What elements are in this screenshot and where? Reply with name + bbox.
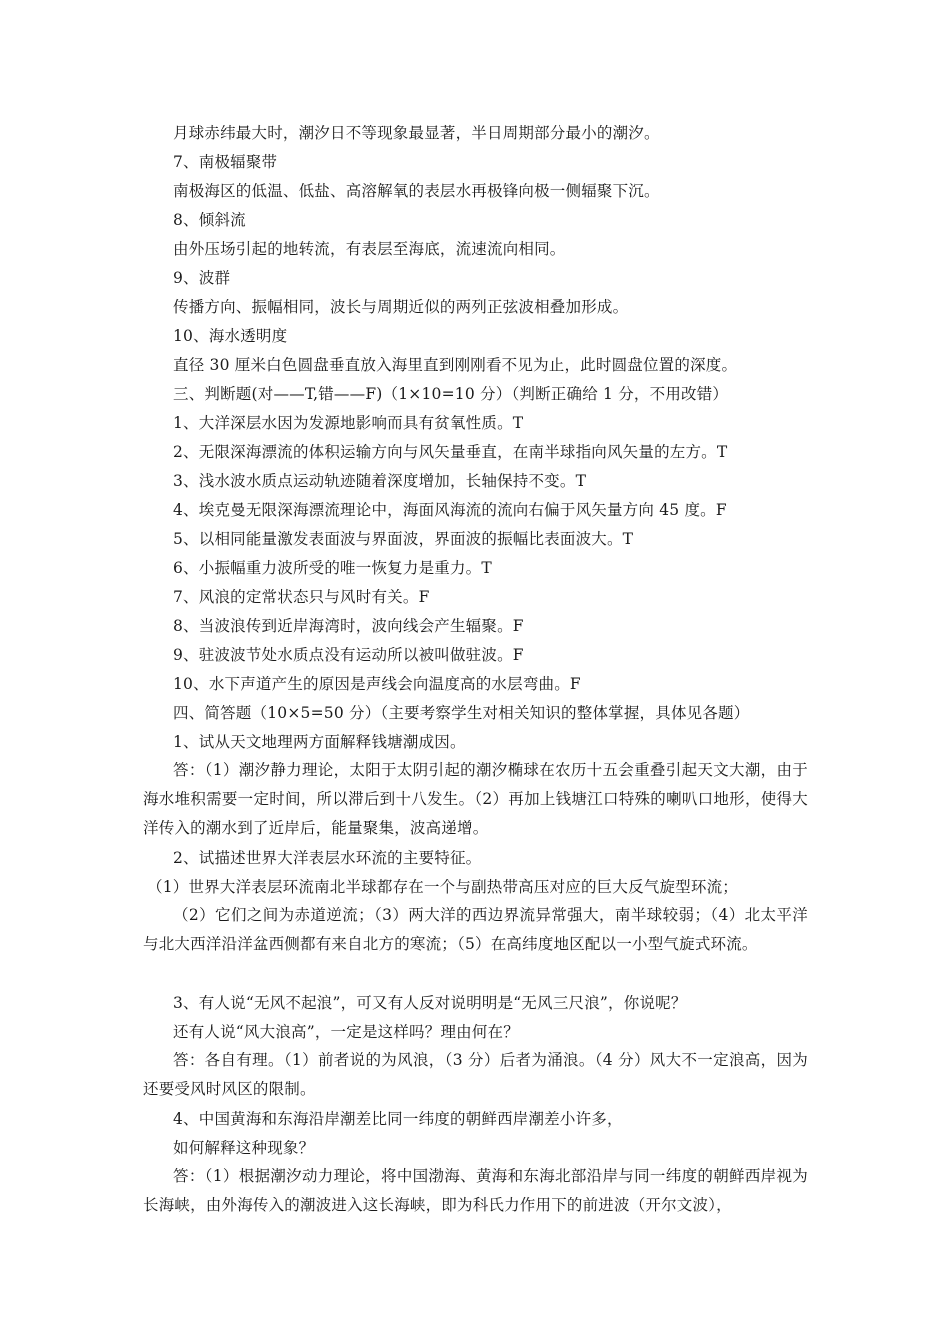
term-heading: 8、倾斜流 bbox=[173, 211, 246, 229]
text-line: 传播方向、振幅相同，波长与周期近似的两列正弦波相叠加形成。 bbox=[173, 298, 629, 316]
answer-paragraph: 答：（1）根据潮汐动力理论，将中国渤海、黄海和东海北部沿岸与同一纬度的朝鲜西岸视为长海峡，由外海传入的潮波进入这长海峡，即为科氏力作用下的前进波（开尔文波）， bbox=[143, 1167, 808, 1214]
answer-paragraph: 答：各自有理。（1）前者说的为风浪，（3 分）后者为涌浪。（4 分）风大不一定浪高，因为还要受风时风区的限制。 bbox=[143, 1051, 808, 1098]
text-line: 南极海区的低温、低盐、高溶解氧的表层水再极锋向极一侧辐聚下沉。 bbox=[173, 182, 660, 200]
question: 4、中国黄海和东海沿岸潮差比同一纬度的朝鲜西岸潮差小许多， bbox=[173, 1110, 623, 1128]
question: 如何解释这种现象？ bbox=[173, 1139, 315, 1157]
judgement-item: 1、大洋深层水因为发源地影响而具有贫氧性质。T bbox=[173, 414, 524, 432]
question: 还有人说“风大浪高”，一定是这样吗？理由何在？ bbox=[173, 1023, 519, 1041]
section-heading: 三、判断题(对——T,错——F)（1×10=10 分）（判断正确给 1 分，不用改错） bbox=[173, 385, 729, 403]
question: 3、有人说“无风不起浪”，可又有人反对说明明是“无风三尺浪”，你说呢？ bbox=[173, 994, 687, 1012]
judgement-item: 9、驻波波节处水质点没有运动所以被叫做驻波。F bbox=[173, 646, 524, 664]
question: 1、试从天文地理两方面解释钱塘潮成因。 bbox=[173, 733, 466, 751]
judgement-item: 5、以相同能量激发表面波与界面波，界面波的振幅比表面波大。T bbox=[173, 530, 634, 548]
term-heading: 10、海水透明度 bbox=[173, 327, 288, 345]
judgement-item: 4、埃克曼无限深海漂流理论中，海面风海流的流向右偏于风矢量方向 45 度。F bbox=[173, 501, 727, 519]
question: 2、试描述世界大洋表层水环流的主要特征。 bbox=[173, 849, 482, 867]
judgement-item: 2、无限深海漂流的体积运输方向与风矢量垂直，在南半球指向风矢量的左方。T bbox=[173, 443, 728, 461]
answer-paragraph: （2）它们之间为赤道逆流；（3）两大洋的西边界流异常强大，南半球较弱；（4）北太平洋与北大西洋沿洋盆西侧都有来自北方的寒流；（5）在高纬度地区配以一小型气旋式环流。 bbox=[143, 906, 808, 953]
judgement-item: 7、风浪的定常状态只与风时有关。F bbox=[173, 588, 430, 606]
text-line: 由外压场引起的地转流，有表层至海底，流速流向相同。 bbox=[173, 240, 566, 258]
judgement-item: 3、浅水波水质点运动轨迹随着深度增加，长轴保持不变。T bbox=[173, 472, 587, 490]
answer-paragraph: 答：（1）潮汐静力理论，太阳于太阴引起的潮汐椭球在农历十五会重叠引起天文大潮，由于海水堆积需要一定时间，所以滞后到十八发生。（2）再加上钱塘江口特殊的喇叭口地形，使得大洋传入的潮水到了近岸后，能量聚集，波高递增。 bbox=[143, 761, 808, 837]
text-line: 直径 30 厘米白色圆盘垂直放入海里直到刚刚看不见为止，此时圆盘位置的深度。 bbox=[173, 356, 738, 374]
text-line: （1）世界大洋表层环流南北半球都存在一个与副热带高压对应的巨大反气旋型环流； bbox=[147, 878, 738, 896]
term-heading: 7、南极辐聚带 bbox=[173, 153, 278, 171]
text-line: 月球赤纬最大时，潮汐日不等现象最显著，半日周期部分最小的潮汐。 bbox=[173, 124, 660, 142]
judgement-item: 8、当波浪传到近岸海湾时，波向线会产生辐聚。F bbox=[173, 617, 524, 635]
judgement-item: 10、水下声道产生的原因是声线会向温度高的水层弯曲。F bbox=[173, 675, 581, 693]
section-heading: 四、简答题（10×5=50 分）（主要考察学生对相关知识的整体掌握，具体见各题） bbox=[173, 704, 750, 722]
judgement-item: 6、小振幅重力波所受的唯一恢复力是重力。T bbox=[173, 559, 492, 577]
term-heading: 9、波群 bbox=[173, 269, 231, 287]
